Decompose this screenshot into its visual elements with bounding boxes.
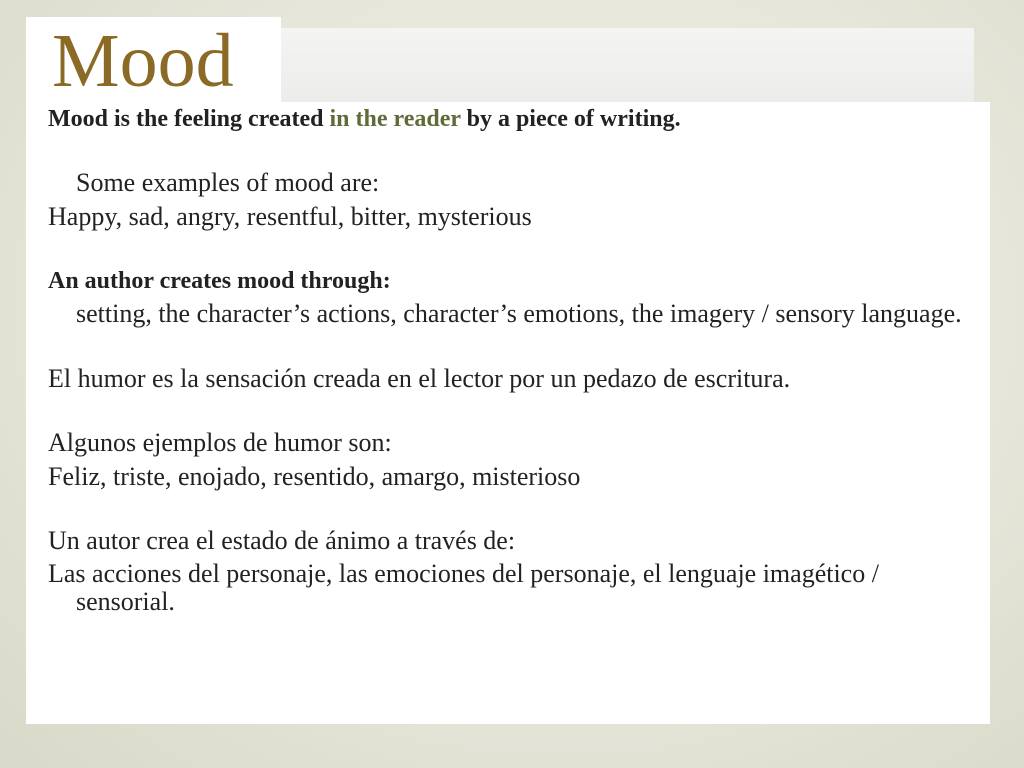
spanish-examples-list: Feliz, triste, enojado, resentido, amargo, misterioso	[48, 462, 581, 491]
examples-list: Happy, sad, angry, resentful, bitter, mysterious	[48, 202, 532, 231]
examples-intro: Some examples of mood are:	[76, 168, 380, 197]
definition-part1: Mood is the feeling created	[48, 106, 330, 132]
spanish-definition: El humor es la sensación creada en el lector por un pedazo de escritura.	[48, 364, 791, 393]
title-strip	[280, 28, 974, 102]
mood-definition	[48, 104, 978, 134]
definition-part2: by a piece of writing.	[460, 106, 681, 132]
slide-content	[48, 104, 978, 616]
definition-highlight: in the reader	[329, 106, 461, 132]
spanish-creates-heading: Un autor crea el estado de ánimo a través de:	[48, 526, 516, 555]
creates-heading: An author creates mood through:	[48, 268, 391, 294]
spanish-examples-intro: Algunos ejemplos de humor son:	[48, 428, 392, 457]
creates-list: setting, the character’s actions, character’s emotions, the imagery / sensory language.	[76, 299, 962, 328]
spanish-creates-list: Las acciones del personaje, las emociones del personaje, el lenguaje imagético / sensorial.	[48, 559, 879, 616]
slide-title: Mood	[52, 19, 234, 103]
